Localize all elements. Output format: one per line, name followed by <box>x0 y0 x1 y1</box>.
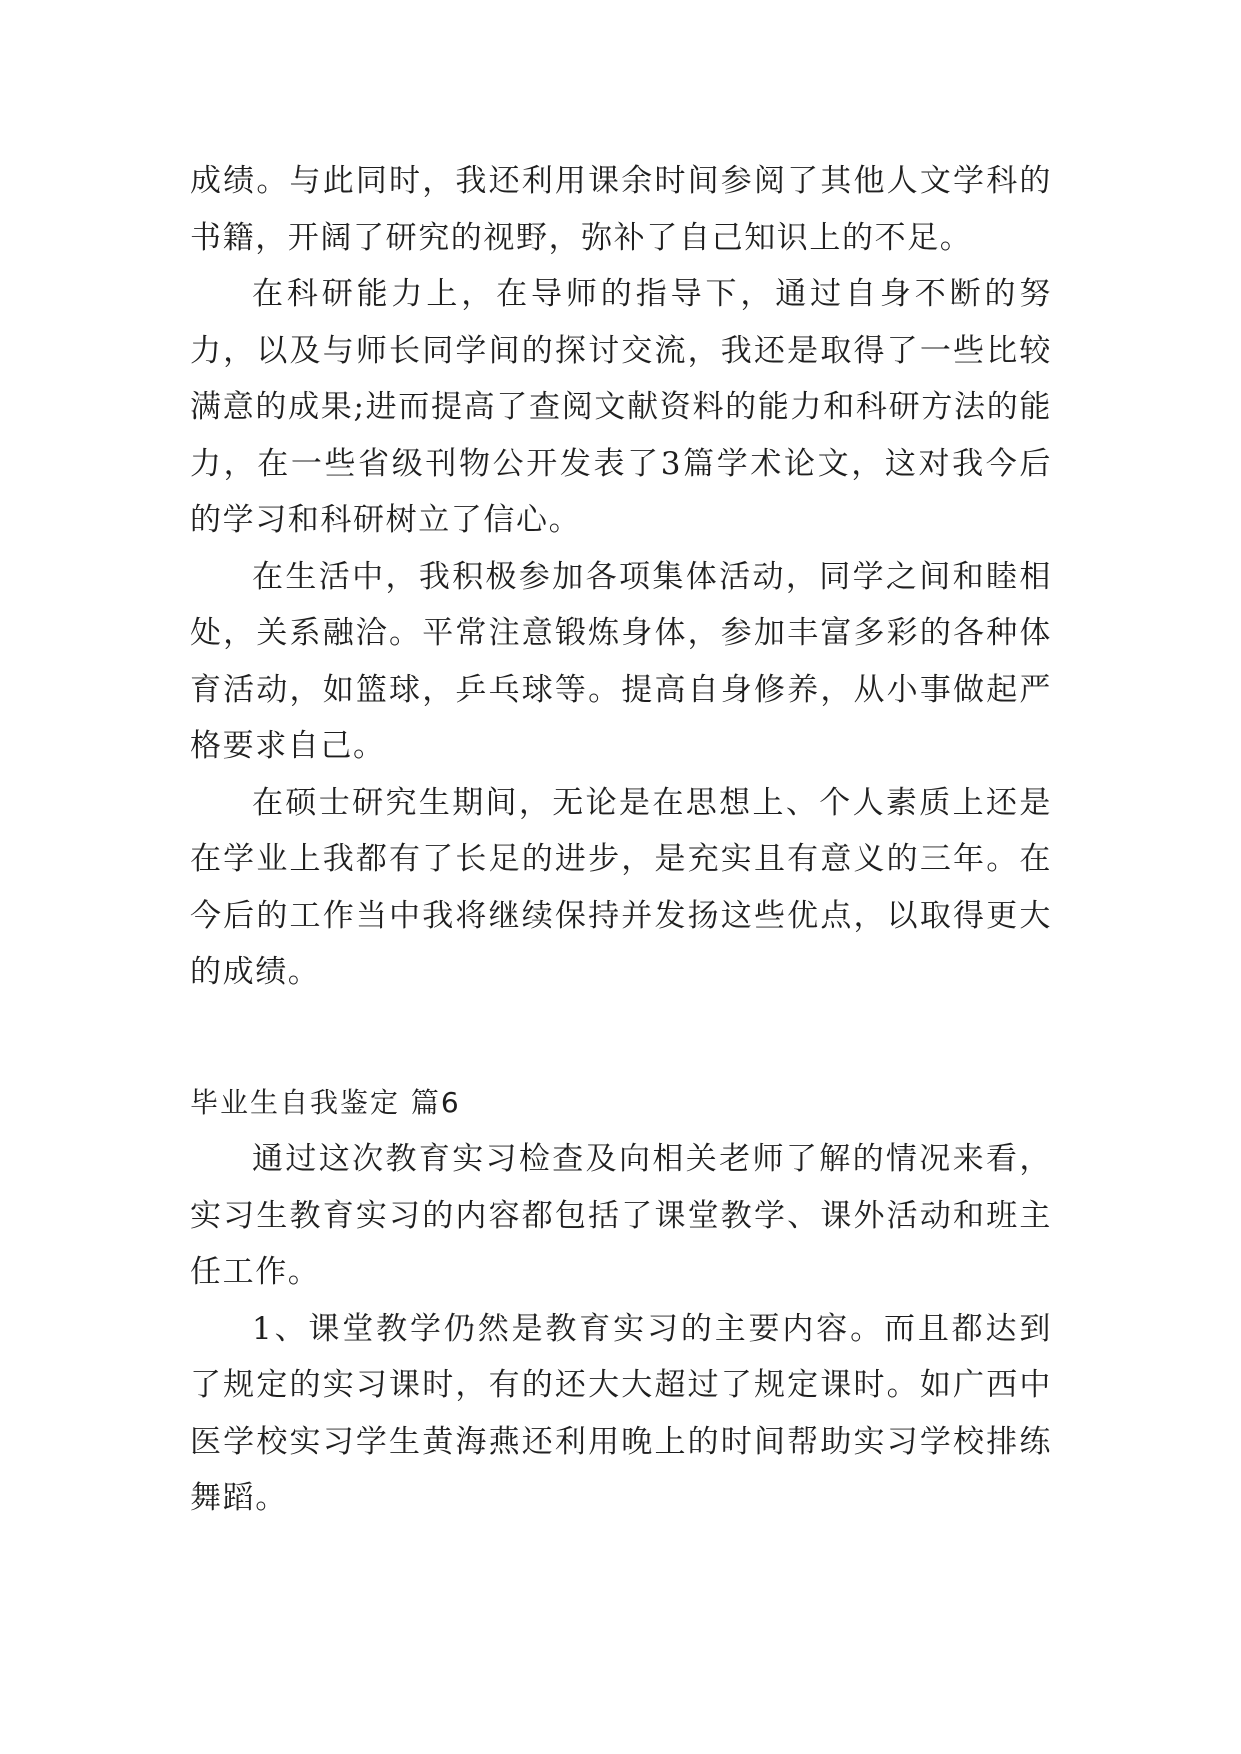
paragraph-teaching: 1、课堂教学仍然是教育实习的主要内容。而且都达到了规定的实习课时，有的还大大超过了规定课时。如广西中医学校实习学生黄海燕还利用晚上的时间帮助实习学校排练舞蹈。 <box>190 1310 1052 1516</box>
paragraph-research: 在科研能力上，在导师的指导下，通过自身不断的努力，以及与师长同学间的探讨交流，我还是取得了一些比较满意的成果;进而提高了查阅文献资料的能力和科研方法的能力，在一些省级刊物公开发表了3篇学术论文，这对我今后的学习和科研树立了信心。 <box>190 276 1052 538</box>
section-heading: 毕业生自我鉴定 篇6 <box>190 1085 461 1119</box>
paragraph-inspection: 通过这次教育实习检查及向相关老师了解的情况来看，实习生教育实习的内容都包括了课堂教学、课外活动和班主任工作。 <box>190 1141 1052 1290</box>
paragraph-continuation: 成绩。与此同时，我还利用课余时间参阅了其他人文学科的书籍，开阔了研究的视野，弥补了自己知识上的不足。 <box>190 163 1052 256</box>
document-body <box>190 153 1052 1527</box>
paragraph-summary: 在硕士研究生期间，无论是在思想上、个人素质上还是在学业上我都有了长足的进步，是充实且有意义的三年。在今后的工作当中我将继续保持并发扬这些优点，以取得更大的成绩。 <box>190 784 1052 990</box>
paragraph-life: 在生活中，我积极参加各项集体活动，同学之间和睦相处，关系融洽。平常注意锻炼身体，参加丰富多彩的各种体育活动，如篮球，乒乓球等。提高自身修养，从小事做起严格要求自己。 <box>190 558 1052 764</box>
